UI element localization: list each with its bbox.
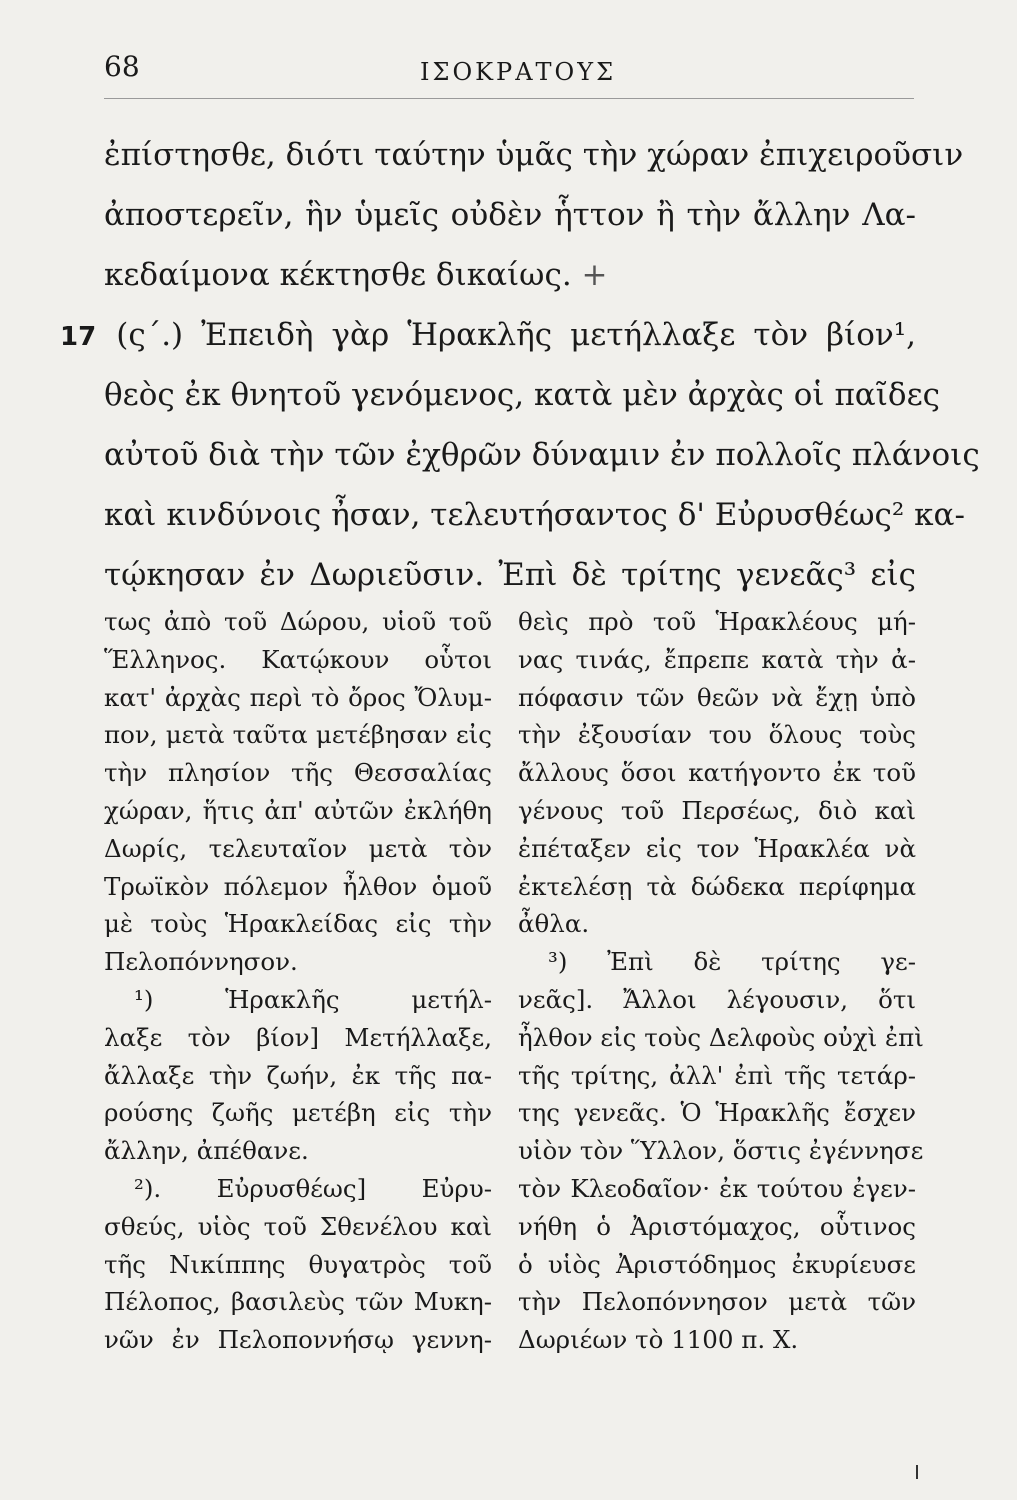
note-line: ἐπέταξεν εἰς τον Ἡρακλέα νὰ	[518, 833, 916, 863]
note-line: υἱὸν τὸν Ὕλλον, ὅστις ἐγέννησε	[518, 1136, 924, 1166]
note-line: πον, μετὰ ταῦτα μετέβησαν εἰς	[104, 720, 492, 750]
note-line: λαξε τὸν βίον] Μετήλλαξε,	[104, 1022, 492, 1052]
main-line	[104, 545, 916, 605]
footnote-1-start: ¹) Ἡρακλῆς μετήλ-	[134, 984, 492, 1014]
notes-left-column	[104, 603, 492, 1359]
note-line: μὲ τοὺς Ἡρακλείδας εἰς τὴν	[104, 909, 492, 939]
note-line: ἄλλους ὅσοι κατήγοντο ἐκ τοῦ	[518, 758, 916, 788]
main-line	[104, 245, 916, 305]
note-line: κατ' ἀρχὰς περὶ τὸ ὄρος Ὄλυμ-	[104, 682, 492, 712]
main-line-text: (ς΄.) Ἐπειδὴ γὰρ Ἡρακλῆς μετήλλαξε τὸν βίον¹,	[116, 317, 916, 353]
note-line: τὸν Κλεοδαῖον· ἐκ τούτου ἐγεν-	[518, 1173, 916, 1203]
main-line-text: ἀποστερεῖν, ἣν ὑμεῖς οὐδὲν ἧττον ἢ τὴν ἄλλην Λα-	[104, 197, 916, 233]
header-rule	[104, 98, 914, 99]
note-line: τὴν ἐξουσίαν του ὅλους τοὺς	[518, 720, 916, 750]
note-line: ἄλλαξε τὴν ζωήν, ἐκ τῆς πα-	[104, 1060, 492, 1090]
main-line	[104, 185, 916, 245]
note-line: Δωριέων τὸ 1100 π. Χ.	[518, 1325, 799, 1355]
note-line: χώραν, ἥτις ἀπ' αὐτῶν ἐκλήθη	[104, 795, 492, 825]
running-head: ΙΣΟΚΡΑΤΟΥΣ	[420, 58, 617, 86]
note-line: θεὶς πρὸ τοῦ Ἡρακλέους μή-	[518, 607, 916, 636]
footnote-3-start: ³) Ἐπὶ δὲ τρίτης γε-	[548, 947, 916, 977]
note-line: ὁ υἱὸς Ἀριστόδημος ἐκυρίευσε	[518, 1249, 916, 1279]
main-line-text: τῴκησαν ἐν Δωριεῦσιν. Ἐπὶ δὲ τρίτης γενεᾶς³ εἰς	[104, 557, 916, 593]
pencil-mark: +	[581, 257, 608, 293]
note-line: νας τινάς, ἔπρεπε κατὰ τὴν ἀ-	[518, 644, 916, 674]
note-line: ρούσης ζωῆς μετέβη εἰς τὴν	[104, 1098, 492, 1128]
footnote-2-start: ²). Εὐρυσθέως] Εὐρυ-	[134, 1173, 492, 1203]
page-edge-mark	[916, 1465, 918, 1479]
main-line-text: ἐπίστησθε, διότι ταύτην ὑμᾶς τὴν χώραν ἐπιχειροῦσιν	[104, 137, 964, 173]
main-line	[104, 365, 940, 425]
main-text	[60, 125, 980, 605]
note-line: ἐκτελέσῃ τὰ δώδεκα περίφημα	[518, 871, 916, 901]
note-line: τὴν Πελοπόννησον μετὰ τῶν	[518, 1287, 916, 1317]
note-line: Ἕλληνος. Κατῴκουν οὗτοι	[104, 644, 492, 674]
main-line-text: καὶ κινδύνοις ἦσαν, τελευτήσαντος δ' Εὐρυσθέως² κα-	[104, 497, 965, 533]
main-line	[104, 425, 980, 485]
note-line: τῆς Νικίππης θυγατρὸς τοῦ	[104, 1249, 492, 1279]
main-line	[104, 485, 965, 545]
note-line: Δωρίς, τελευταῖον μετὰ τὸν	[104, 833, 492, 863]
note-line: νεᾶς]. Ἄλλοι λέγουσιν, ὅτι	[518, 984, 916, 1014]
note-line: Πέλοπος, βασιλεὺς τῶν Μυκη-	[104, 1287, 492, 1317]
note-line: της γενεᾶς. Ὁ Ἡρακλῆς ἔσχεν	[518, 1098, 916, 1128]
notes-right-column	[518, 603, 924, 1359]
note-line: πόφασιν τῶν θεῶν νὰ ἔχῃ ὑπὸ	[518, 682, 916, 712]
note-line: τῆς τρίτης, ἀλλ' ἐπὶ τῆς τετάρ-	[518, 1060, 916, 1090]
main-line	[104, 125, 964, 185]
note-line: Πελοπόννησον.	[104, 947, 298, 977]
note-line: νήθη ὁ Ἀριστόμαχος, οὗτινος	[518, 1211, 916, 1241]
section-number: 17	[60, 322, 97, 352]
note-line: ἄλλην, ἀπέθανε.	[104, 1136, 309, 1166]
main-line-text: κεδαίμονα κέκτησθε δικαίως.	[104, 257, 572, 293]
main-line-text: αὐτοῦ διὰ τὴν τῶν ἐχθρῶν δύναμιν ἐν πολλοῖς πλάνοις	[104, 437, 980, 473]
note-line: ἆθλα.	[518, 909, 590, 939]
note-line: νῶν ἐν Πελοποννήσῳ γεννη-	[104, 1325, 492, 1355]
note-line: ἦλθον εἰς τοὺς Δελφοὺς οὐχὶ ἐπὶ	[518, 1022, 924, 1052]
main-line-text: θεὸς ἐκ θνητοῦ γενόμενος, κατὰ μὲν ἀρχὰς οἱ παῖδες	[104, 377, 940, 413]
note-line: τὴν πλησίον τῆς Θεσσαλίας	[104, 758, 492, 788]
note-line: Τρωϊκὸν πόλεμον ἦλθον ὁμοῦ	[104, 871, 492, 901]
note-line: σθεύς, υἱὸς τοῦ Σθενέλου καὶ	[104, 1211, 492, 1241]
page-number: 68	[104, 50, 140, 83]
main-line	[60, 305, 916, 365]
note-line: τως ἀπὸ τοῦ Δώρου, υἱοῦ τοῦ	[104, 607, 492, 636]
note-line: γένους τοῦ Περσέως, διὸ καὶ	[518, 795, 916, 825]
